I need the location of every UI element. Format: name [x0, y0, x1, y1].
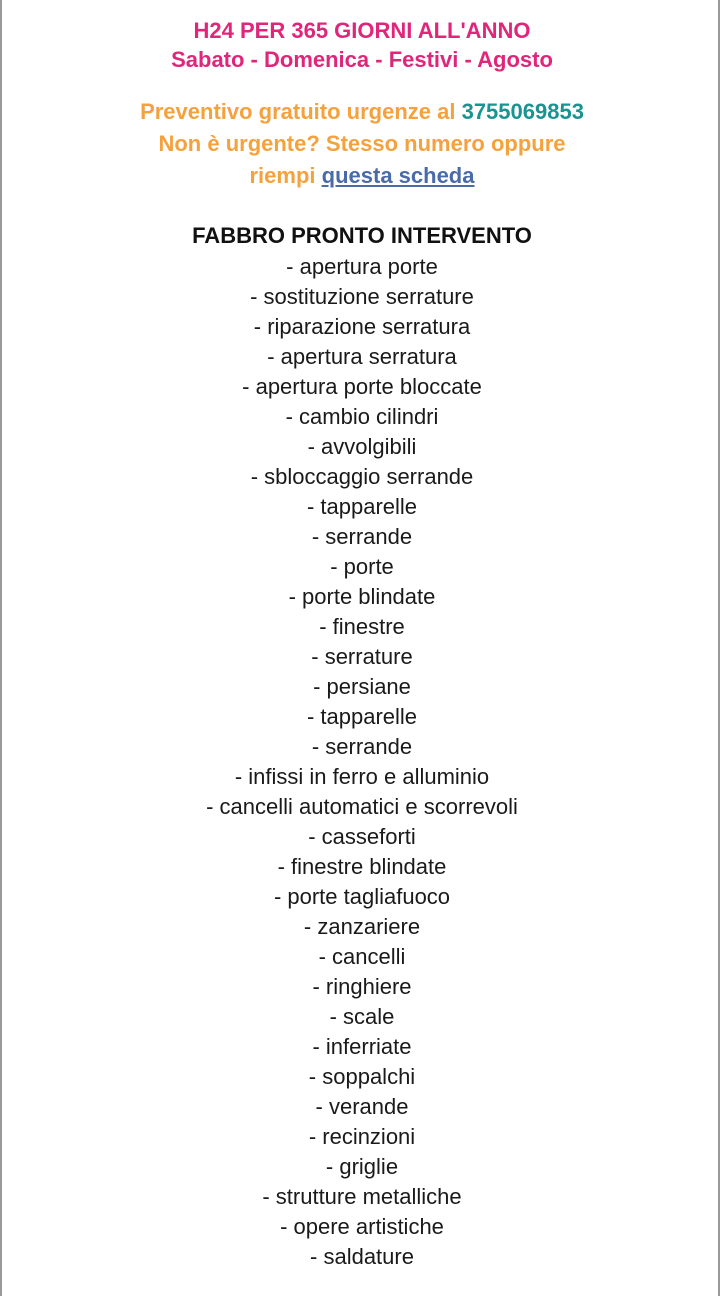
- service-item: - zanzariere: [303, 914, 421, 939]
- service-item: - griglie: [325, 1154, 399, 1179]
- service-item: - scale: [329, 1004, 395, 1029]
- service-item: - soppalchi: [308, 1064, 416, 1089]
- service-item: - opere artistiche: [280, 1214, 444, 1239]
- service-item: - tapparelle: [306, 704, 418, 729]
- frame-border-left: [0, 0, 2, 1296]
- quote-line-1: [4, 96, 720, 128]
- service-item: - cancelli: [318, 944, 406, 969]
- service-item: - porte tagliafuoco: [273, 884, 451, 909]
- service-item: - sostituzione serrature: [250, 284, 474, 309]
- quote-fill-prefix: riempi: [249, 163, 322, 188]
- service-item: - cancelli automatici e scorrevoli: [206, 794, 518, 819]
- quote-prefix: Preventivo gratuito urgenze al: [140, 99, 462, 124]
- service-item: - serrature: [311, 644, 413, 669]
- service-item: - recinzioni: [308, 1124, 416, 1149]
- service-item: - casseforti: [308, 824, 416, 849]
- services-title: FABBRO PRONTO INTERVENTO: [192, 223, 532, 248]
- service-item: - serrande: [311, 524, 413, 549]
- quote-line-2: Non è urgente? Stesso numero oppure: [158, 131, 566, 156]
- service-item: - finestre: [319, 614, 405, 639]
- service-item: - tapparelle: [306, 494, 418, 519]
- header-availability: H24 PER 365 GIORNI ALL'ANNO: [193, 18, 531, 43]
- service-item: - strutture metalliche: [262, 1184, 462, 1209]
- header-days: Sabato - Domenica - Festivi - Agosto: [171, 47, 553, 72]
- form-link[interactable]: questa scheda: [321, 163, 475, 188]
- service-item: - persiane: [313, 674, 411, 699]
- service-item: - apertura porte bloccate: [242, 374, 482, 399]
- services-list: [4, 252, 720, 1272]
- page-content: [4, 16, 720, 1272]
- service-item: - apertura porte: [286, 254, 438, 279]
- service-item: - inferriate: [312, 1034, 412, 1059]
- service-item: - riparazione serratura: [253, 314, 471, 339]
- service-item: - porte blindate: [288, 584, 436, 609]
- quote-line-3: [4, 160, 720, 192]
- service-item: - apertura serratura: [267, 344, 457, 369]
- service-item: - verande: [315, 1094, 409, 1119]
- service-item: - serrande: [311, 734, 413, 759]
- phone-number-link[interactable]: 3755069853: [461, 99, 584, 124]
- service-item: - ringhiere: [312, 974, 412, 999]
- service-item: - cambio cilindri: [285, 404, 439, 429]
- service-item: - sbloccaggio serrande: [250, 464, 474, 489]
- quote-block: [4, 96, 720, 192]
- service-item: - porte: [330, 554, 394, 579]
- service-item: - finestre blindate: [277, 854, 447, 879]
- service-item: - avvolgibili: [307, 434, 417, 459]
- service-item: - infissi in ferro e alluminio: [234, 764, 490, 789]
- service-item: - saldature: [310, 1244, 414, 1269]
